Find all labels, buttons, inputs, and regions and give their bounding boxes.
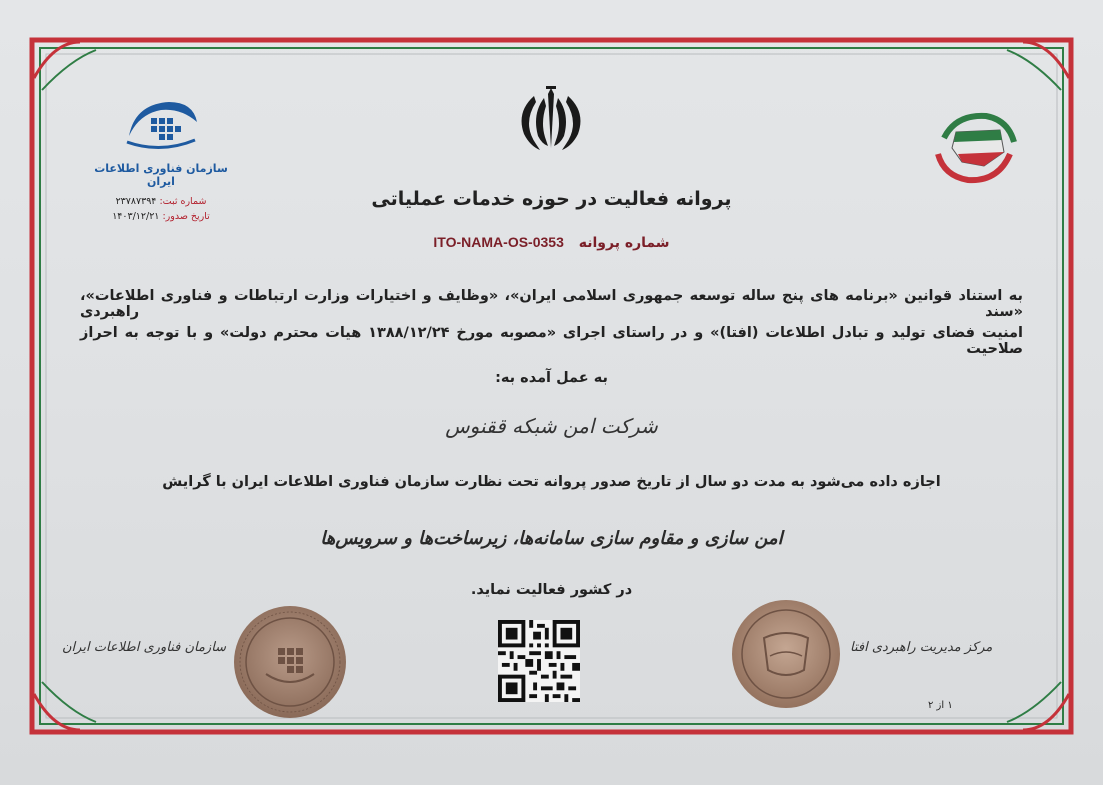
issue-date: ۱۴۰۳/۱۲/۲۱ (112, 211, 160, 222)
company-name: شرکت امن شبکه ققنوس (445, 414, 658, 438)
body-paragraph-3: به عمل آمده به: (495, 370, 608, 386)
national-program-logo-icon (926, 108, 1026, 188)
verification-qr-code[interactable] (498, 620, 580, 702)
page-indicator: ۱ از ۲ (928, 700, 953, 711)
activity-field: امن سازی و مقاوم سازی سامانه‌ها، زیرساخت‌ها و سرویس‌ها (320, 528, 783, 549)
left-seal-icon (232, 604, 348, 720)
issue-date-row (86, 209, 236, 224)
certificate-title: پروانه فعالیت در حوزه خدمات عملیاتی (371, 188, 732, 210)
left-seal-caption: سازمان فناوری اطلاعات ایران (62, 640, 227, 655)
registration-label: شماره ثبت: (159, 196, 207, 207)
body-paragraph-1: به استناد قوانین «برنامه های پنج ساله توسعه جمهوری اسلامی ایران»، «وظایف و اختیارات وزارت ارتباطات و فناوری اطلاعات»، «سند راهبردی (80, 288, 1023, 320)
issue-date-label: تاریخ صدور: (162, 211, 210, 222)
iran-emblem-icon (510, 84, 592, 154)
license-number-row (0, 234, 1103, 251)
license-number: ITO-NAMA-OS-0353 (433, 234, 564, 250)
registration-number: ۲۳۷۸۷۳۹۴ (115, 196, 157, 207)
license-label: شماره پروانه (578, 235, 670, 251)
right-seal-caption: مرکز مدیریت راهبردی افتا (850, 640, 993, 655)
body-paragraph-5: در کشور فعالیت نماید. (470, 582, 633, 598)
ito-logo-icon (121, 96, 201, 154)
body-paragraph-4: اجازه داده می‌شود به مدت دو سال از تاریخ صدور پروانه تحت نظارت سازمان فناوری اطلاعات ایران با گرایش (162, 474, 941, 490)
right-seal-icon (730, 598, 842, 710)
issuer-org-name: سازمان فناوری اطلاعات ایران (94, 162, 228, 188)
body-paragraph-2: امنیت فضای تولید و تبادل اطلاعات (افتا)» و در راستای اجرای «مصوبه مورخ ۱۳۸۸/۱۲/۲۴ هیات محترم دولت» و با توجه به احراز صلاحیت (80, 325, 1023, 357)
